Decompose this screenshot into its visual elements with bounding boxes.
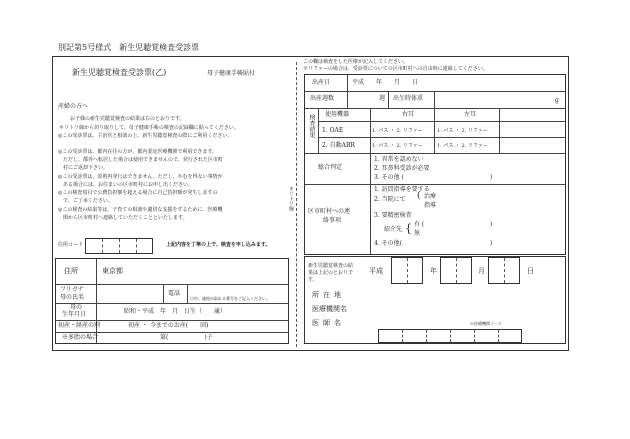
row-line [56, 303, 288, 304]
weeks-label: 出産週数 [310, 95, 335, 102]
liaison-label-2: 絡事項 [323, 217, 342, 224]
treat-option-1[interactable]: 治療 [424, 193, 437, 200]
referral-close-paren: ) [490, 221, 493, 228]
month-unit: 月 [478, 267, 485, 275]
doctor-note-1: この欄は検査をした医療が記入してください。 [303, 59, 409, 65]
body-line-9: ◎この検査項目で公費負担額を超える場合に自己負担額が発生しますの [58, 190, 218, 196]
body-line-4: ◎この受診票は、都内在住の方が、都内委託医療機関で利用できます。 [58, 149, 217, 155]
date-note-2: 果は上記のとおりで [308, 270, 354, 276]
digit-divider [504, 258, 505, 283]
right-ear-label: 右耳 [402, 111, 415, 118]
col-line [499, 108, 500, 153]
liaison-option-1[interactable]: 1. 訪問指導を要する [374, 186, 430, 193]
doctor-note-2: ※リファーの場合は、受診票についての区市町村への自由時に連絡してください。 [303, 66, 488, 72]
date-note-3: す。 [308, 277, 318, 283]
code-divider [136, 239, 137, 253]
weeks-unit: 週 [379, 95, 386, 102]
body-line-12: 関から区市町村へ連絡していただくことといたします。 [58, 215, 188, 221]
address-code-label: 住所コード [58, 242, 84, 248]
col-line [347, 75, 348, 91]
birth-date-value[interactable]: 平成 年 月 日 [352, 79, 419, 86]
code-divider [498, 330, 499, 342]
referral-option-yes[interactable]: 有 ( [414, 221, 425, 228]
referral-brace: { [405, 222, 412, 235]
slip-title: 新生児聴覚検査受診票(乙) [72, 68, 167, 77]
application-note: 上記内容を丁寧の上で、検査を申し込みます。 [166, 242, 271, 248]
year-unit: 年 [430, 267, 437, 275]
doctor-name-label: 医師名 [312, 319, 345, 327]
code-divider [102, 239, 103, 253]
body-line-2: キリトリ線から切り取りして、母子健康手帳の検査の記録欄に貼ってください。 [59, 125, 239, 131]
code-divider [402, 330, 403, 342]
judgment-label: 総合判定 [318, 164, 343, 171]
col-line [370, 184, 371, 254]
body-line-1: お子様の新生児聴覚検査の結果は右のとおりです。 [70, 116, 185, 122]
body-line-6: 村にご返却下さい。 [58, 165, 109, 171]
row-line [305, 108, 565, 109]
row-line [305, 184, 565, 185]
row-line [56, 332, 288, 333]
liaison-label-1: 区市町村への連 [308, 208, 351, 215]
oae-right-options[interactable]: 1. パス ・ 2. リファー [372, 128, 423, 134]
birth-label-1: 母の [70, 304, 83, 311]
col-line [370, 108, 371, 153]
judgment-option-1[interactable]: 1. 異常を認めない [374, 156, 424, 163]
cut-line [296, 62, 297, 347]
oae-left-options[interactable]: 1. パス ・ 2. リファー [437, 128, 488, 134]
day-unit: 日 [527, 267, 534, 275]
col-line [370, 153, 371, 184]
device-label: 使用機器 [325, 111, 350, 118]
row-line [305, 91, 565, 92]
furigana-label: フリガナ [60, 286, 84, 293]
body-line-7: ◎この受診票は、原則再発行はできません。ただし、やむを得ない事情が [58, 174, 223, 180]
birth-value[interactable]: 昭和・平成 年 月 日生（ 歳） [124, 308, 227, 315]
parity-value[interactable]: 初産 ・ 今までのお産( 回) [128, 322, 209, 329]
multiple-birth-value[interactable]: 第( )子 [160, 334, 213, 341]
mother-name-label: 母の氏名 [60, 294, 85, 301]
result-side-label: 検査結果 [308, 114, 315, 138]
hospital-name-label: 医療機関名 [312, 305, 347, 313]
col-line [318, 108, 319, 153]
aabr-label: 2. 自動ABR [322, 142, 355, 149]
col-line [96, 259, 97, 343]
liaison-option-2[interactable]: 2. 当院にて [374, 196, 406, 203]
greeting: 産婦の方へ [58, 103, 89, 110]
col-line [388, 91, 389, 108]
address-label: 住所 [64, 267, 78, 275]
row-line [319, 137, 565, 138]
body-line-8: ある場合には、お住まいの区市町村にお申し出ください。 [58, 182, 194, 188]
birth-date-label: 出産日 [312, 79, 331, 86]
form-title: 別記第5号様式 新生児聴覚検査受診票 [58, 43, 200, 52]
attach-note: 母子健康手帳貼付 [207, 70, 256, 77]
col-line [434, 91, 435, 108]
cut-line-label: キリトリ線 [288, 186, 294, 211]
referral-option-no[interactable]: 無 [414, 230, 421, 237]
judgment-close-paren: ) [490, 174, 493, 181]
row-line [56, 320, 288, 321]
body-line-10: で、ご了承ください。 [58, 198, 113, 204]
oae-label: 1. OAE [322, 127, 344, 134]
col-line [434, 108, 435, 153]
treat-option-2[interactable]: 指導 [424, 202, 437, 209]
liaison-option-4[interactable]: 4. その他( [374, 240, 402, 247]
date-era: 平成 [369, 267, 383, 275]
digit-divider [456, 258, 457, 283]
hospital-code-label: ※医療機関コード [470, 321, 502, 326]
col-line [347, 91, 348, 108]
birth-label-2: 生年月日 [62, 311, 87, 318]
multiple-birth-label: ※多胎の場合 [62, 334, 99, 341]
code-divider [450, 330, 451, 342]
address-value[interactable]: 東京都 [102, 267, 123, 275]
result-table [304, 74, 566, 255]
row-line [305, 153, 565, 154]
judgment-option-2[interactable]: 2. 耳鼻科受診が必要 [374, 165, 430, 172]
date-note-1: 新生児聴覚検査の結 [308, 263, 354, 269]
code-divider [119, 239, 120, 253]
weight-label: 出生時体重 [393, 95, 424, 102]
aabr-left-options[interactable]: 1. パス ・ 2. リファー [437, 143, 488, 149]
judgment-option-3[interactable]: 3. その他 ( [374, 174, 404, 181]
col-line [187, 284, 188, 303]
weight-unit: g [555, 97, 559, 104]
location-label: 所在地 [312, 291, 345, 299]
phone-note: 日中、連絡が取れる番号をご記入ください。 [190, 296, 270, 301]
treat-brace-open: ( [417, 191, 421, 201]
phone-label: 電話 [168, 290, 181, 297]
code-divider [474, 330, 475, 342]
code-divider [426, 330, 427, 342]
liaison-close-paren: ) [490, 240, 493, 247]
col-line [163, 284, 164, 303]
body-line-11: ◎この検査の結果等は、子育ての相談や適切な支援をするために、医療機 [58, 207, 223, 213]
liaison-option-3[interactable]: 3. 要精密検査 [374, 212, 412, 219]
aabr-right-options[interactable]: 1. パス ・ 2. リファー [372, 143, 423, 149]
body-line-5: ただし、都外へ転居した場合は使用できませんので、発行された区市町 [58, 157, 223, 163]
parity-label: 初産・経産の別 [58, 322, 101, 329]
row-line [319, 121, 565, 122]
row-line [56, 284, 288, 285]
body-line-3: ◎この受診票は、主治医と相談の上、新生児聴覚検査の際にご利用ください。 [58, 133, 233, 139]
digit-divider [407, 258, 408, 283]
left-ear-label: 左耳 [464, 111, 477, 118]
referral-label: 紹介先 [384, 226, 403, 233]
